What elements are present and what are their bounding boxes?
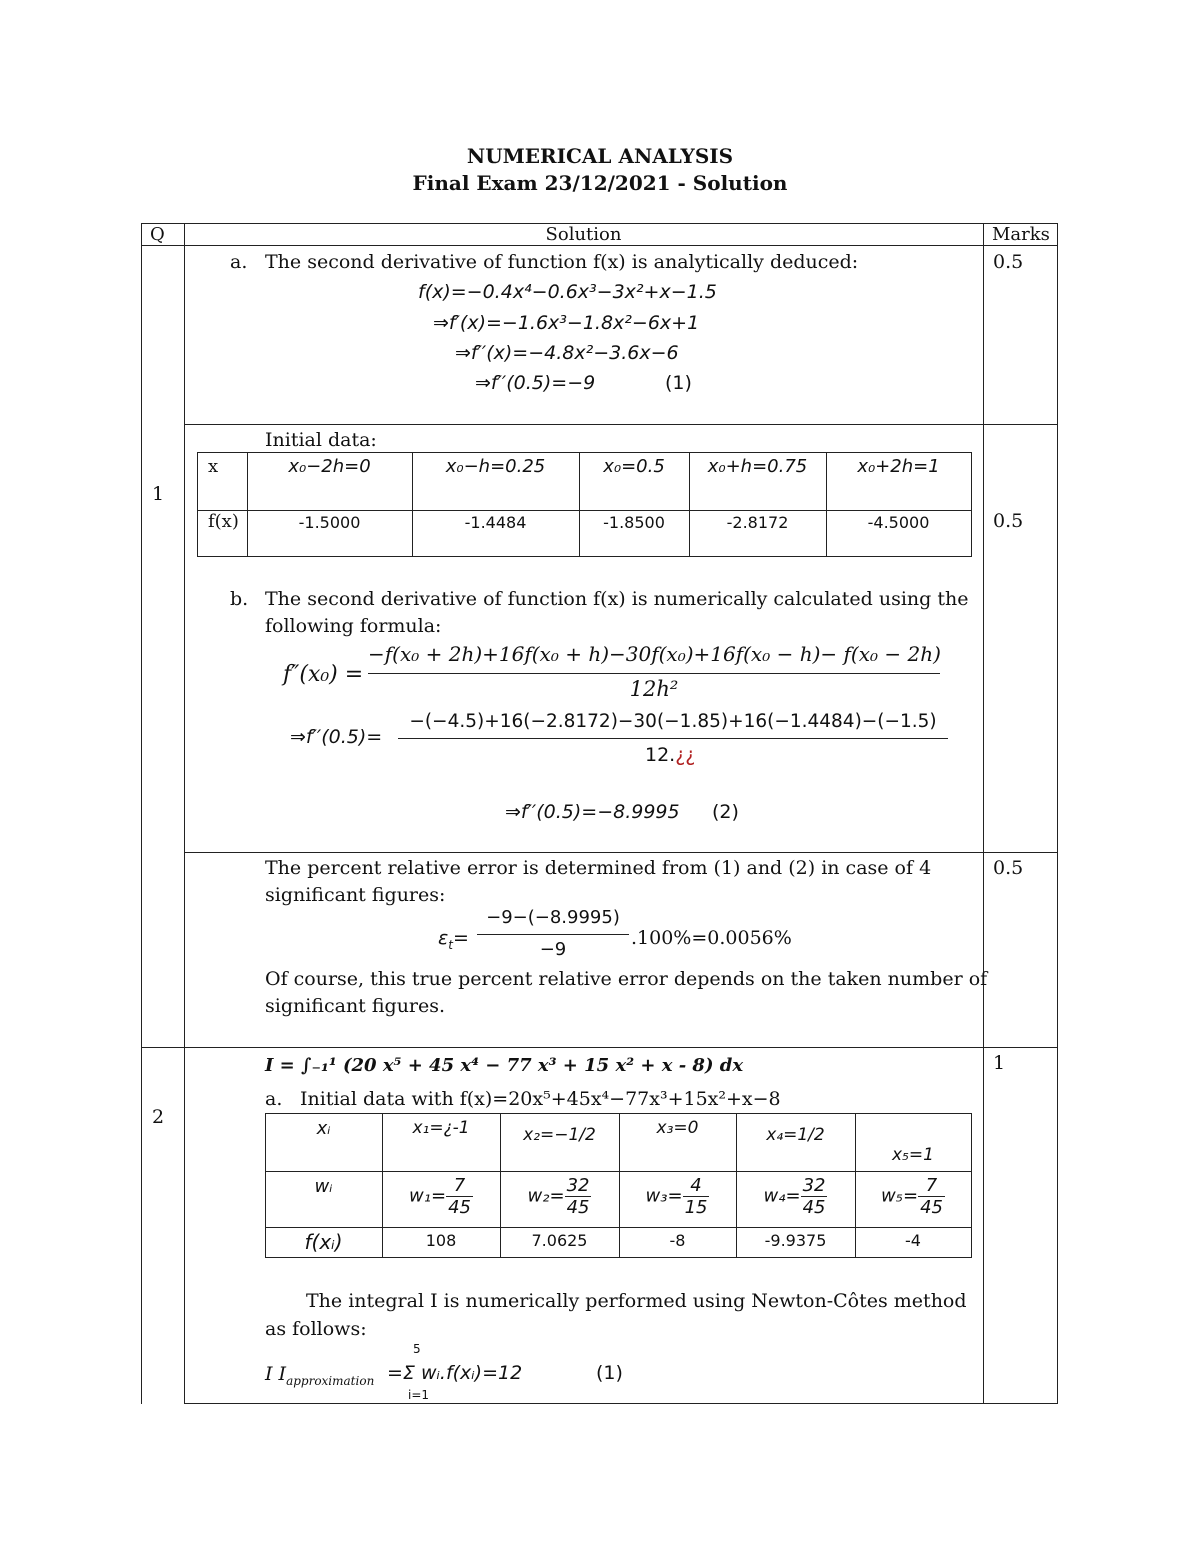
weight-cell: [500, 1175, 619, 1218]
weight-lhs: w₂=: [527, 1185, 565, 1207]
weight-cell: [855, 1175, 971, 1218]
final-tag: (1): [596, 1362, 623, 1384]
f-value-cell: 108: [425, 1231, 457, 1250]
x-value-cell: x₀=0.5: [603, 456, 665, 477]
fraction-bar: [368, 673, 940, 674]
table-border-right: [1057, 223, 1058, 1404]
f-value-cell: -1.5000: [298, 513, 361, 532]
f-value-cell: -8: [669, 1231, 686, 1250]
weight-denominator: 45: [802, 1197, 826, 1218]
weight-lhs: w₄=: [763, 1185, 801, 1207]
column-divider: [184, 223, 185, 1404]
error-note: Of course, this true percent relative error depends on the taken number of: [265, 968, 988, 990]
weight-denominator: 45: [920, 1197, 943, 1218]
table-border-bottom: [184, 1403, 1058, 1404]
grid-line: [971, 452, 972, 556]
error-text: significant figures:: [265, 884, 446, 906]
calc-denominator-glyph: ¿¿: [675, 744, 696, 766]
formula-numerator: −f(x₀ + 2h)+16f(x₀ + h)−30f(x₀)+16f(x₀ − h)− f(x₀ − 2h): [368, 642, 941, 666]
weight-denominator: 45: [448, 1197, 471, 1218]
sum-lower-limit: i=1: [408, 1388, 430, 1402]
grid-line: [197, 452, 972, 453]
error-text: The percent relative error is determined from (1) and (2) in case of 4: [265, 857, 932, 879]
weight-lhs: w₅=: [881, 1185, 919, 1207]
row-divider: [141, 1047, 1058, 1048]
final-rhs: =Σ wᵢ.f(xᵢ)=12: [387, 1362, 523, 1384]
fraction-bar: [477, 934, 629, 935]
f-value-cell: -4.5000: [867, 513, 930, 532]
weight-denominator: 45: [566, 1197, 590, 1218]
header-marks: Marks: [992, 224, 1050, 245]
numeric-result: ⇒f′′(0.5)=−8.9995: [505, 801, 680, 823]
error-note: significant figures.: [265, 995, 446, 1017]
row-label: wᵢ: [314, 1176, 333, 1197]
row-label: xᵢ: [316, 1118, 331, 1139]
f-value-cell: -4: [905, 1231, 921, 1250]
grid-line: [265, 1257, 972, 1258]
part-a-text: The second derivative of function f(x) is analytically deduced:: [265, 251, 859, 273]
weight-numerator: 4: [683, 1175, 710, 1197]
column-divider: [983, 223, 984, 1404]
part-a-label: a.: [265, 1088, 283, 1110]
node-value-cell: x₄=1/2: [766, 1125, 825, 1145]
initial-data-label: Initial data:: [265, 429, 377, 451]
row-label: f(xᵢ): [304, 1230, 343, 1254]
x-value-cell: x₀−2h=0: [288, 456, 371, 477]
part-b-label: b.: [230, 588, 249, 610]
x-value-cell: x₀+h=0.75: [707, 456, 808, 477]
final-result: [265, 1363, 374, 1388]
equation-f-double-prime-value: ⇒f′′(0.5)=−9: [475, 372, 596, 394]
row-label-fx: f(x): [208, 511, 239, 532]
weight-numerator: 32: [802, 1175, 826, 1196]
f-value-cell: 7.0625: [531, 1231, 588, 1250]
mark-value: 0.5: [993, 510, 1024, 532]
error-lhs: [438, 927, 469, 952]
epsilon-subscript: t: [448, 937, 453, 952]
equation-tag: (1): [665, 372, 692, 394]
error-numerator: −9−(−8.9995): [486, 907, 620, 928]
document-title: NUMERICAL ANALYSIS: [466, 144, 734, 168]
calc-lhs: ⇒f′′(0.5)=: [290, 726, 383, 748]
weight-numerator: 32: [566, 1175, 590, 1196]
weight-denominator: 15: [684, 1197, 708, 1218]
calc-denominator: [645, 744, 695, 766]
x-value-cell: x₀−h=0.25: [445, 456, 546, 477]
node-value-cell: x₃=0: [656, 1118, 699, 1138]
node-value-cell: x₁=¿-1: [412, 1118, 470, 1138]
final-lhs: I I: [265, 1363, 287, 1385]
method-text: The integral I is numerically performed using Newton-Côtes method: [306, 1290, 967, 1312]
fraction-bar: [398, 738, 948, 739]
grid-line: [197, 510, 972, 511]
equals-sign: =: [453, 927, 469, 949]
formula-lhs: f″(x₀) =: [283, 662, 364, 687]
weight-lhs: w₁=: [409, 1185, 447, 1207]
calc-numerator: −(−4.5)+16(−2.8172)−30(−1.85)+16(−1.4484)−(−1.5): [409, 711, 937, 732]
weight-lhs: w₃=: [645, 1185, 683, 1207]
formula-denominator: 12h²: [629, 677, 679, 701]
result-tag: (2): [712, 801, 739, 823]
epsilon-symbol: ε: [438, 927, 449, 949]
row-divider: [184, 424, 1058, 425]
weight-numerator: 7: [446, 1175, 473, 1197]
row-divider: [184, 852, 1058, 853]
f-value-cell: -1.4484: [464, 513, 527, 532]
equation-f-prime: ⇒f′(x)=−1.6x³−1.8x²−6x+1: [433, 312, 700, 334]
part-b-text: following formula:: [265, 615, 442, 637]
mark-value: 0.5: [993, 857, 1024, 879]
f-value-cell: -1.8500: [603, 513, 665, 532]
table-header-line: [141, 245, 1058, 246]
table-border-left: [141, 223, 142, 1404]
part-a-label: a.: [230, 251, 248, 273]
error-denominator: −9: [539, 939, 567, 960]
header-solution: Solution: [545, 224, 622, 245]
weight-cell: [382, 1175, 500, 1218]
weight-cell: [619, 1175, 736, 1218]
f-value-cell: -2.8172: [726, 513, 789, 532]
part-b-text: The second derivative of function f(x) is numerically calculated using the: [265, 588, 969, 610]
question-number-2: 2: [152, 1106, 165, 1128]
grid-line: [197, 556, 972, 557]
weight-numerator: 7: [918, 1175, 945, 1197]
header-q: Q: [150, 224, 165, 245]
method-text: as follows:: [265, 1318, 367, 1340]
final-subscript: approximation: [286, 1373, 375, 1388]
equation-f: f(x)=−0.4x⁴−0.6x³−3x²+x−1.5: [418, 281, 717, 303]
equation-f-double-prime: ⇒f′′(x)=−4.8x²−3.6x−6: [455, 342, 679, 364]
error-result: .100%=0.0056%: [631, 927, 792, 949]
weight-cell: [736, 1175, 855, 1218]
node-value-cell: x₅=1: [892, 1145, 934, 1165]
sum-upper-limit: 5: [413, 1342, 421, 1356]
f-value-cell: -9.9375: [764, 1231, 827, 1250]
integral-expression: I = ∫₋₁¹ (20 x⁵ + 45 x⁴ − 77 x³ + 15 x² + x - 8) dx: [265, 1055, 744, 1076]
node-value-cell: x₂=−1/2: [523, 1125, 596, 1145]
mark-value: 0.5: [993, 251, 1024, 273]
part-a-text: Initial data with f(x)=20x⁵+45x⁴−77x³+15x²+x−8: [300, 1088, 781, 1110]
x-value-cell: x₀+2h=1: [857, 456, 940, 477]
calc-denominator-prefix: 12.: [645, 744, 676, 766]
question-number-1: 1: [152, 483, 165, 505]
mark-value: 1: [993, 1052, 1006, 1074]
grid-line: [197, 452, 198, 556]
document-subtitle: Final Exam 23/12/2021 - Solution: [412, 171, 788, 195]
grid-line: [971, 1113, 972, 1257]
row-label-x: x: [208, 456, 219, 477]
